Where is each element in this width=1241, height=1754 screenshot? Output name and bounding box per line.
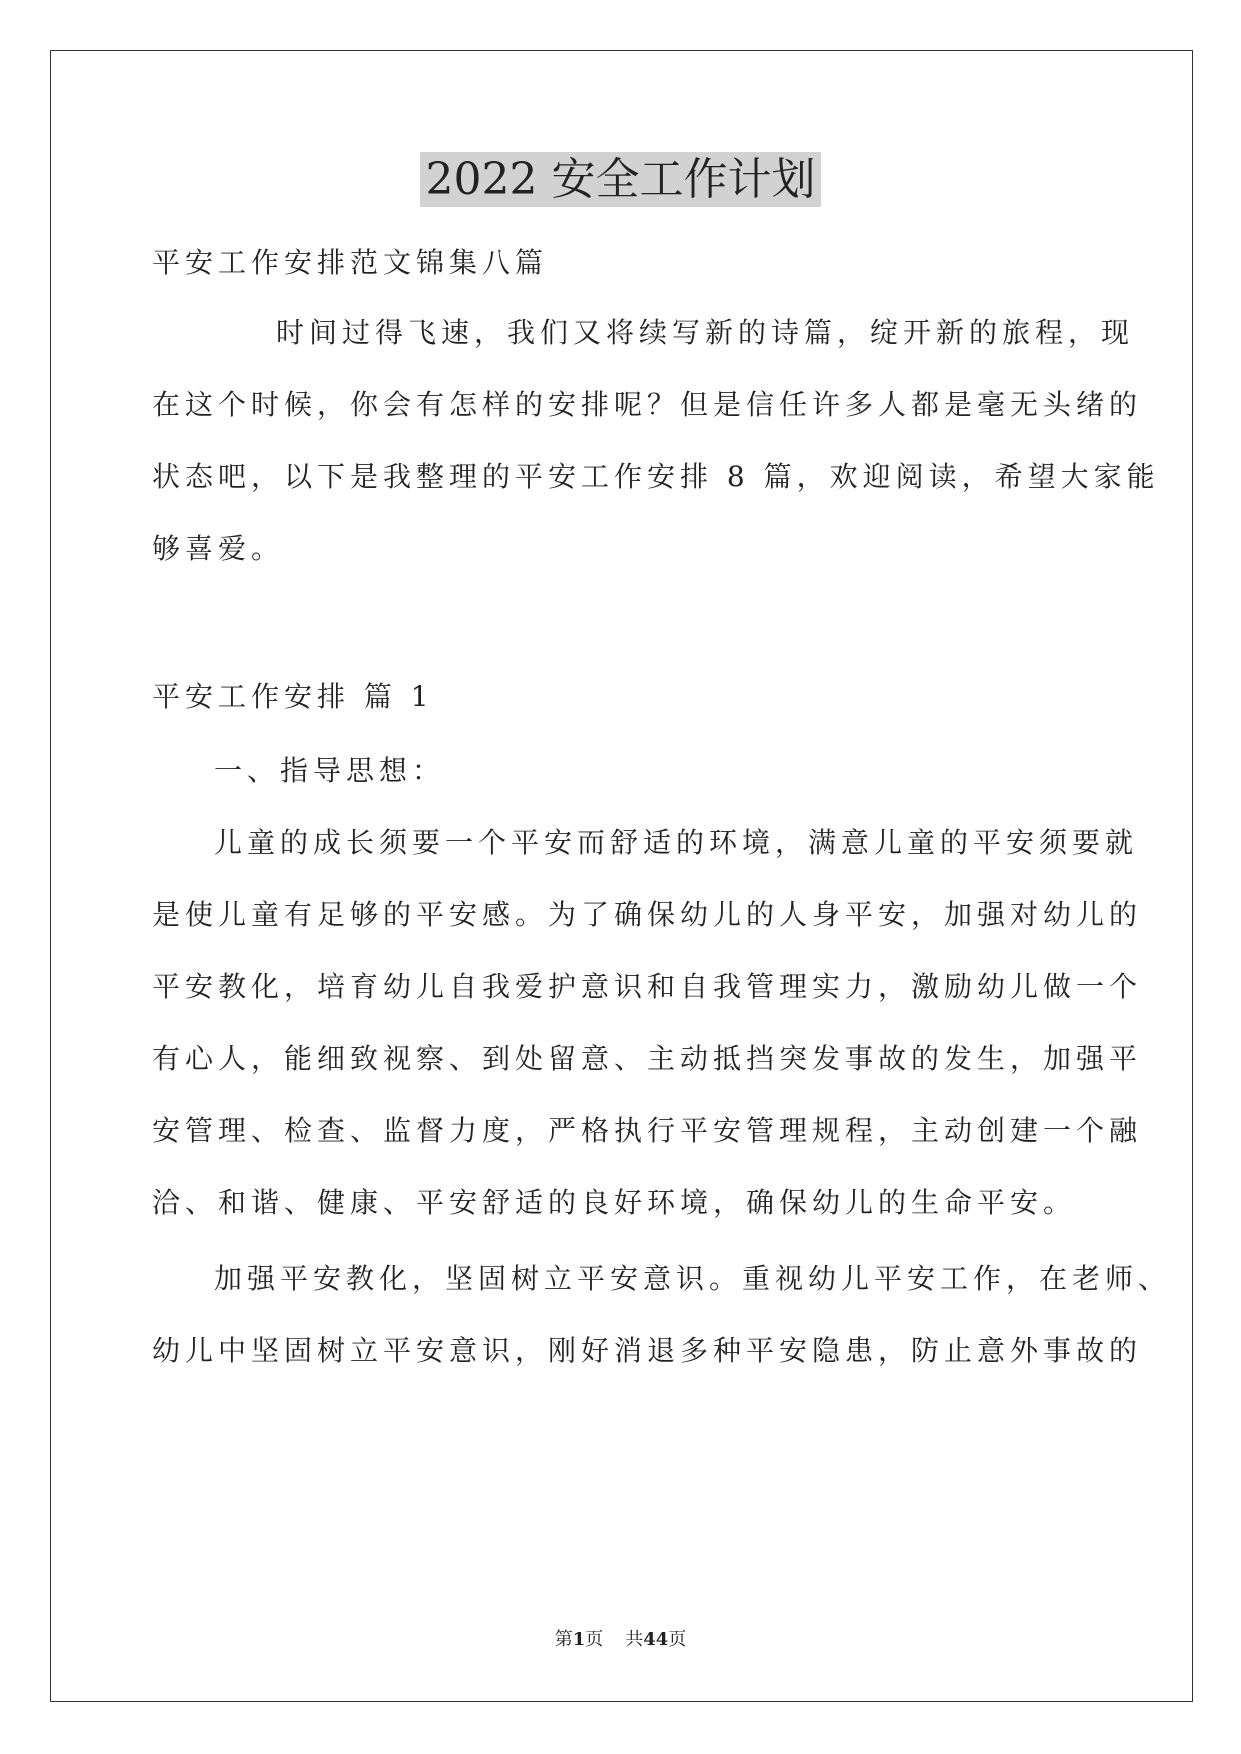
intro-line: 状态吧，以下是我整理的平安工作安排 8 篇，欢迎阅读，希望大家能 <box>152 460 1160 493</box>
total-pages-prefix: 共 <box>625 1629 644 1650</box>
page-number: 1 <box>572 1629 586 1650</box>
section-heading: 平安工作安排 篇 1 <box>152 680 434 713</box>
paragraph-line: 幼儿中坚固树立平安意识，刚好消退多种平安隐患，防止意外事故的 <box>152 1334 1143 1367</box>
subheading: 一、指导思想： <box>214 754 446 787</box>
page-border <box>50 50 1193 1702</box>
document-title: 2022 安全工作计划 <box>0 150 1241 210</box>
paragraph-line: 儿童的成长须要一个平安而舒适的环境，满意儿童的平安须要就 <box>214 826 1139 859</box>
document-subtitle: 平安工作安排范文锦集八篇 <box>152 246 549 279</box>
paragraph-line: 平安教化，培育幼儿自我爱护意识和自我管理实力，激励幼儿做一个 <box>152 970 1143 1003</box>
paragraph-line: 洽、和谐、健康、平安舒适的良好环境，确保幼儿的生命平安。 <box>152 1186 1077 1219</box>
intro-line: 时间过得飞速，我们又将续写新的诗篇，绽开新的旅程，现 <box>276 316 1135 349</box>
intro-line: 够喜爱。 <box>152 532 285 565</box>
paragraph-line: 有心人，能细致视察、到处留意、主动抵挡突发事故的发生，加强平 <box>152 1042 1143 1075</box>
total-pages-suffix: 页 <box>668 1629 687 1650</box>
page-footer <box>0 1627 1241 1653</box>
page-number-prefix: 第 <box>554 1629 573 1650</box>
intro-line: 在这个时候，你会有怎样的安排呢？但是信任许多人都是毫无头绪的 <box>152 388 1143 421</box>
paragraph-line: 是使儿童有足够的平安感。为了确保幼儿的人身平安，加强对幼儿的 <box>152 898 1143 931</box>
total-pages: 44 <box>643 1629 669 1650</box>
paragraph-line: 安管理、检查、监督力度，严格执行平安管理规程，主动创建一个融 <box>152 1114 1143 1147</box>
paragraph-line: 加强平安教化，坚固树立平安意识。重视幼儿平安工作，在老师、 <box>214 1262 1172 1295</box>
page-number-suffix: 页 <box>585 1629 604 1650</box>
